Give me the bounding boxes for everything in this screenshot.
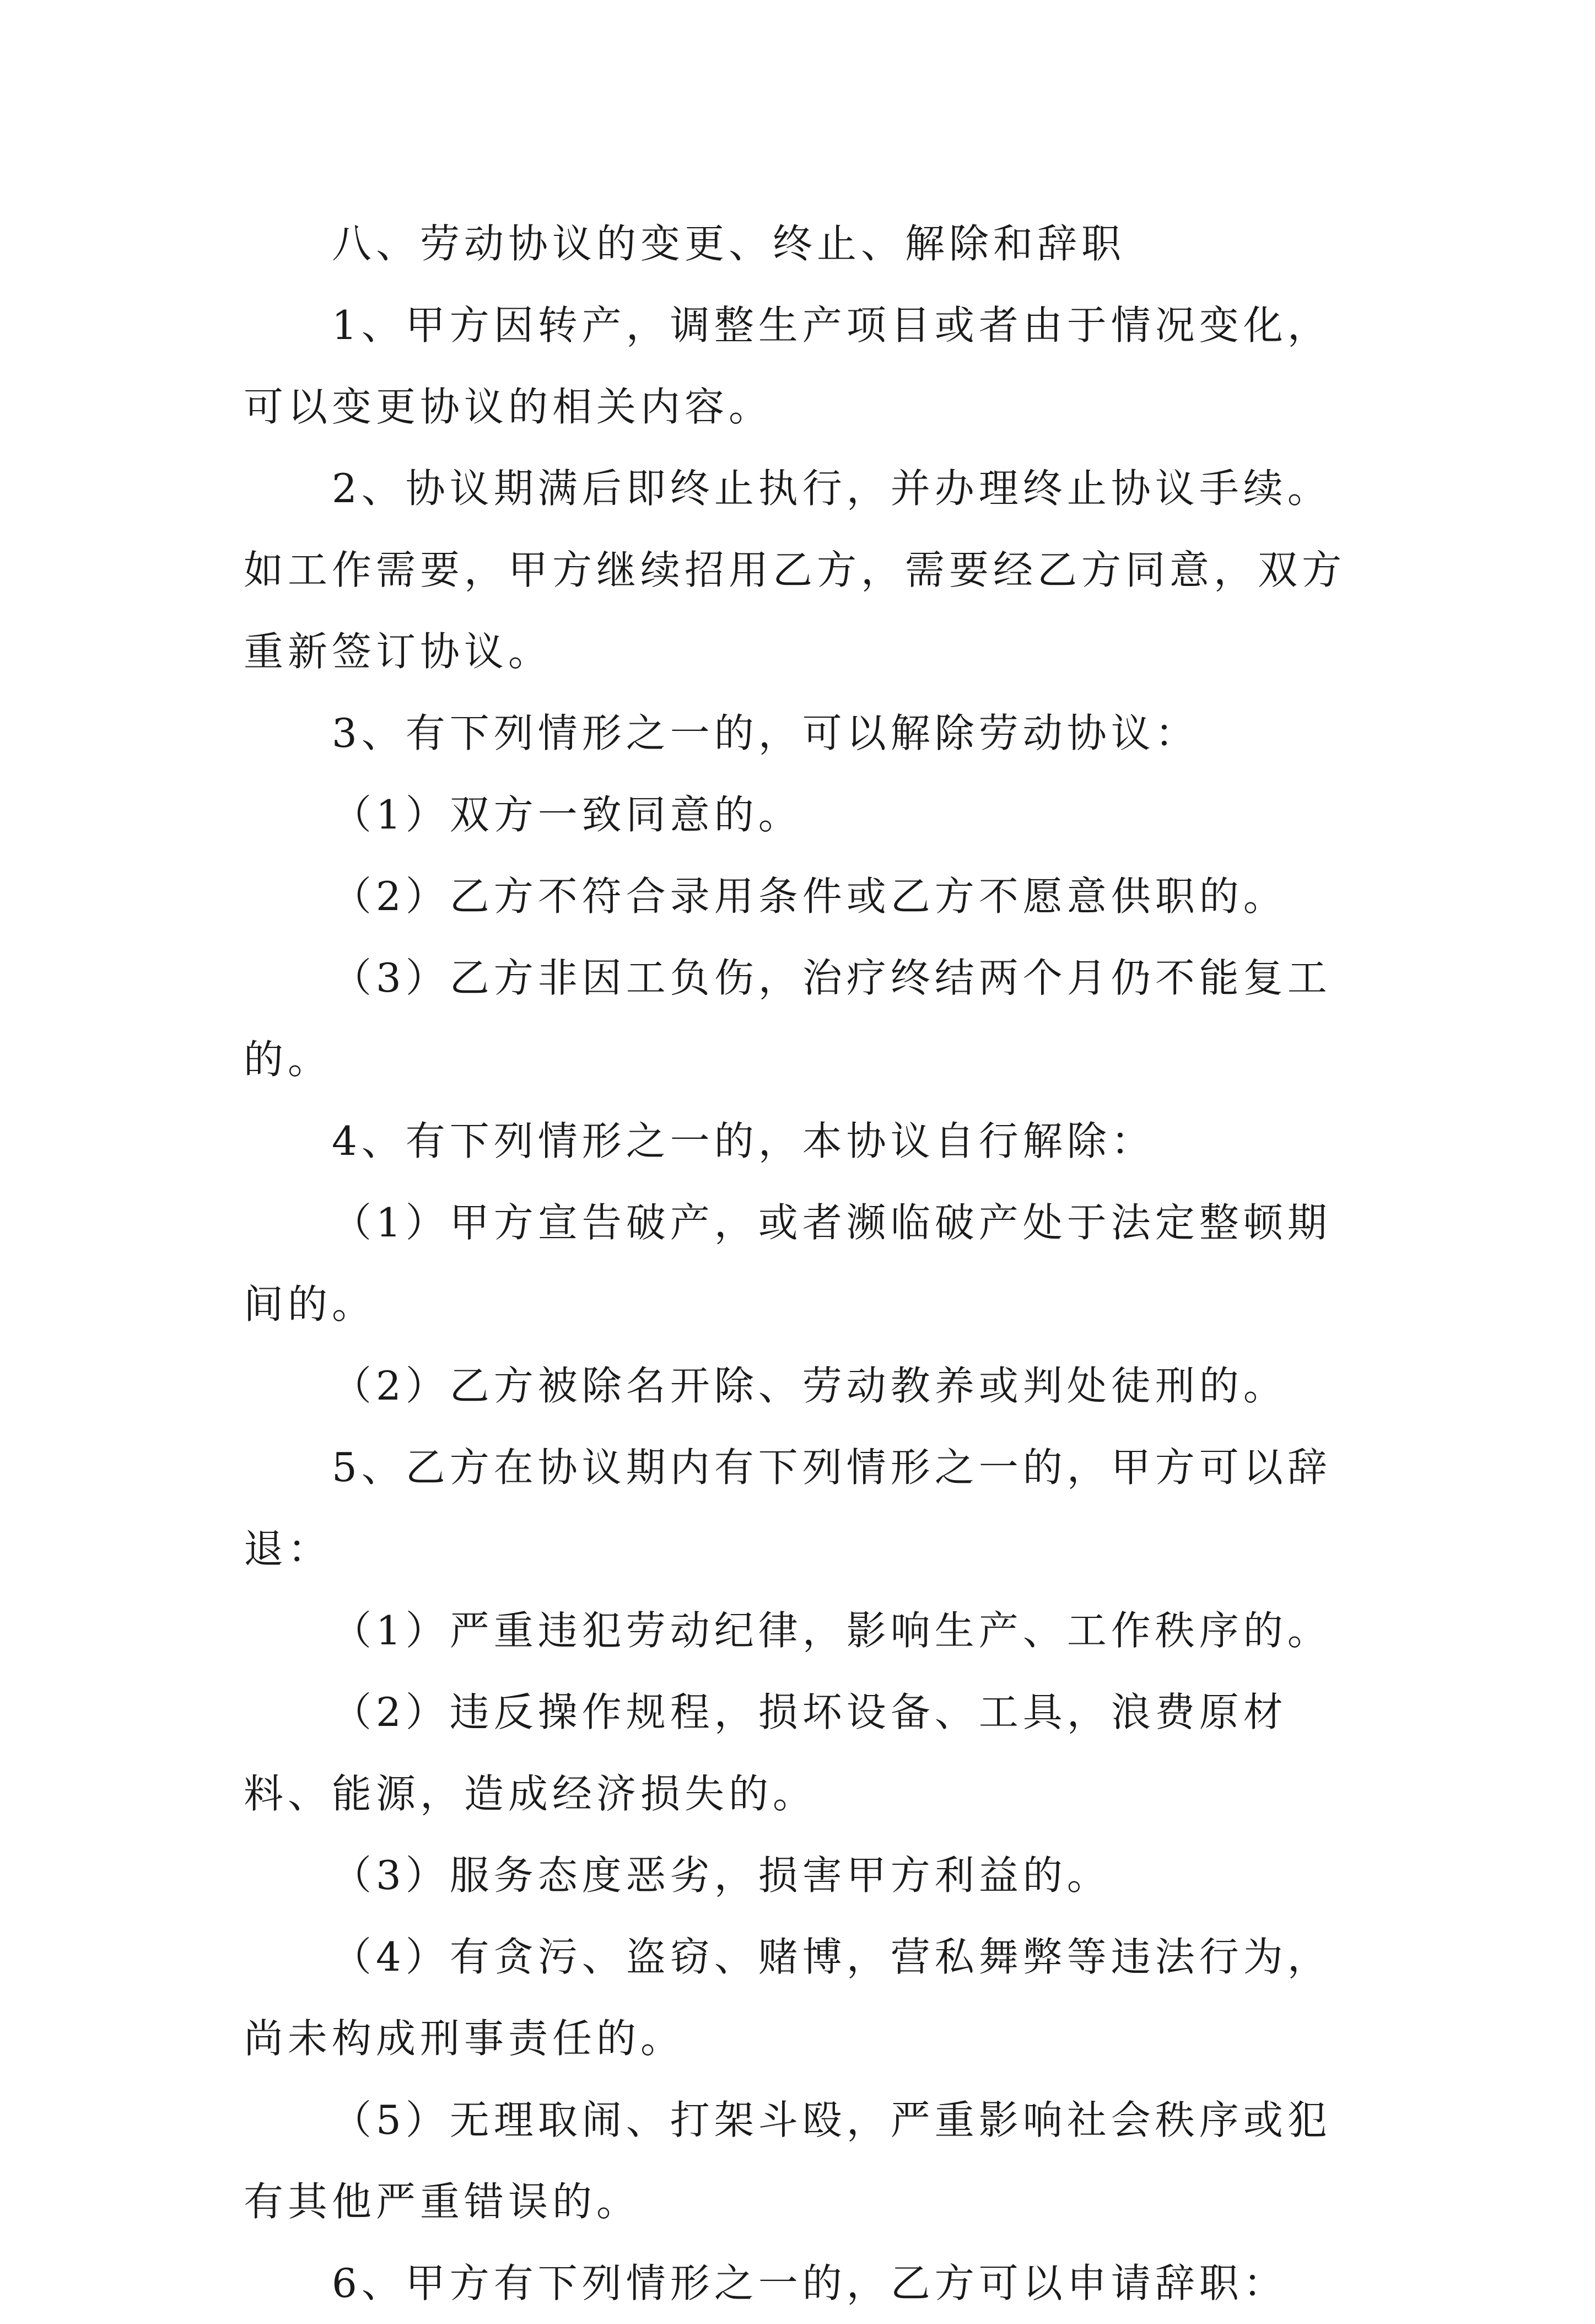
clause-2: 2、协议期满后即终止执行，并办理终止协议手续。如工作需要，甲方继续招用乙方，需要经乙方同意，双方重新签订协议。: [244, 465, 1346, 675]
clause-5-item-1: （1）严重违犯劳动纪律，影响生产、工作秩序的。: [332, 1607, 1332, 1654]
section-heading: 八、劳动协议的变更、终止、解除和辞职: [332, 220, 1126, 267]
clause-5-item-5: （5）无理取闹、打架斗殴，严重影响社会秩序或犯有其他严重错误的。: [244, 2097, 1332, 2225]
clause-1: 1、甲方因转产，调整生产项目或者由于情况变化，可以变更协议的相关内容。: [244, 302, 1332, 430]
clause-5-item-3: （3）服务态度恶劣，损害甲方利益的。: [332, 1852, 1111, 1898]
document-body: [244, 203, 1358, 2324]
clause-3-item-3: （3）乙方非因工负伤，治疗终结两个月仍不能复工的。: [244, 955, 1332, 1083]
clause-6: 6、甲方有下列情形之一的，乙方可以申请辞职：: [332, 2260, 1287, 2306]
clause-3: 3、有下列情形之一的，可以解除劳动协议：: [332, 710, 1199, 756]
clause-4-item-2: （2）乙方被除名开除、劳动教养或判处徒刑的。: [332, 1363, 1287, 1409]
clause-3-item-2: （2）乙方不符合录用条件或乙方不愿意供职的。: [332, 873, 1287, 919]
clause-5-item-4: （4）有贪污、盗窃、赌博，营私舞弊等违法行为，尚未构成刑事责任的。: [244, 1934, 1332, 2062]
clause-5: 5、乙方在协议期内有下列情形之一的，甲方可以辞退：: [244, 1444, 1332, 1572]
clause-3-item-1: （1）双方一致同意的。: [332, 792, 802, 838]
clause-4-item-1: （1）甲方宣告破产，或者濒临破产处于法定整顿期间的。: [244, 1199, 1332, 1327]
clause-5-item-2: （2）违反操作规程，损坏设备、工具，浪费原材料、能源，造成经济损失的。: [244, 1689, 1287, 1817]
clause-4: 4、有下列情形之一的，本协议自行解除：: [332, 1118, 1155, 1164]
